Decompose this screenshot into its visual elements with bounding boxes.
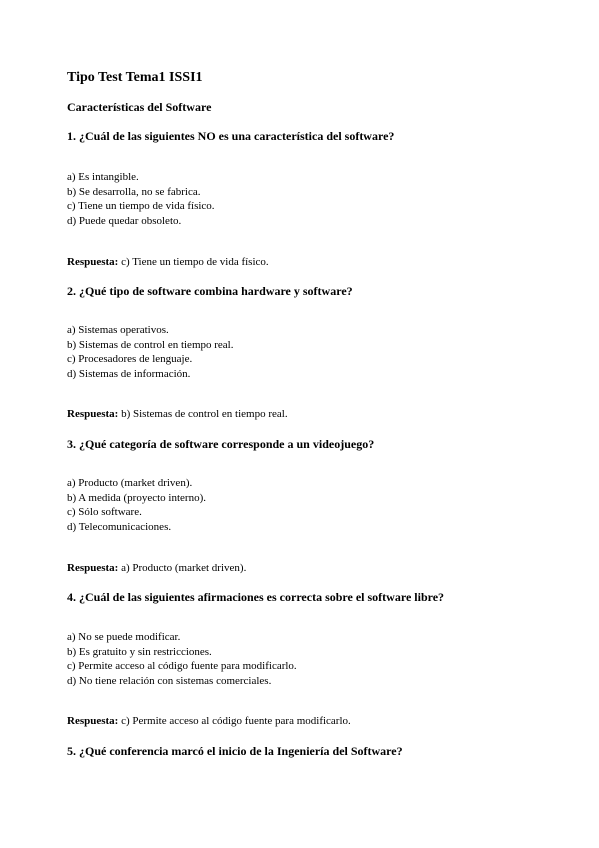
answer-4 bbox=[67, 715, 351, 727]
option-3b: b) A medida (proyecto interno). bbox=[67, 491, 206, 504]
question-3: 3. ¿Qué categoría de software corresponde a un videojuego? bbox=[67, 437, 375, 451]
option-3d: d) Telecomunicaciones. bbox=[67, 520, 172, 533]
answer-1 bbox=[67, 256, 269, 268]
option-1d: d) Puede quedar obsoleto. bbox=[67, 214, 182, 227]
question-4: 4. ¿Cuál de las siguientes afirmaciones es correcta sobre el software libre? bbox=[67, 590, 445, 604]
answer-label: Respuesta: bbox=[67, 562, 119, 574]
answer-label: Respuesta: bbox=[67, 256, 119, 268]
option-4d: d) No tiene relación con sistemas comerciales. bbox=[67, 674, 272, 687]
question-5: 5. ¿Qué conferencia marcó el inicio de la Ingeniería del Software? bbox=[67, 744, 403, 758]
option-1a: a) Es intangible. bbox=[67, 171, 139, 183]
option-4a: a) No se puede modificar. bbox=[67, 631, 181, 643]
options-1 bbox=[67, 170, 215, 228]
answer-4-text: c) Permite acceso al código fuente para modificarlo. bbox=[121, 715, 351, 727]
section-heading: Características del Software bbox=[67, 100, 212, 114]
option-3c: c) Sólo software. bbox=[67, 506, 142, 518]
option-1c: c) Tiene un tiempo de vida físico. bbox=[67, 200, 215, 212]
answer-3 bbox=[67, 562, 246, 574]
option-3a: a) Producto (market driven). bbox=[67, 477, 193, 489]
question-2: 2. ¿Qué tipo de software combina hardware y software? bbox=[67, 284, 353, 298]
answer-label: Respuesta: bbox=[67, 715, 119, 727]
option-1b: b) Se desarrolla, no se fabrica. bbox=[67, 185, 201, 198]
option-4c: c) Permite acceso al código fuente para modificarlo. bbox=[67, 660, 297, 672]
answer-3-text: a) Producto (market driven). bbox=[121, 562, 247, 574]
option-2b: b) Sistemas de control en tiempo real. bbox=[67, 338, 234, 351]
option-2d: d) Sistemas de información. bbox=[67, 367, 191, 380]
option-2c: c) Procesadores de lenguaje. bbox=[67, 353, 193, 365]
option-4b: b) Es gratuito y sin restricciones. bbox=[67, 645, 212, 658]
answer-2 bbox=[67, 408, 288, 420]
answer-1-text: c) Tiene un tiempo de vida físico. bbox=[121, 256, 269, 268]
document-title: Tipo Test Tema1 ISSI1 bbox=[67, 70, 203, 85]
answer-2-text: b) Sistemas de control en tiempo real. bbox=[121, 408, 288, 420]
question-1: 1. ¿Cuál de las siguientes NO es una característica del software? bbox=[67, 129, 395, 143]
option-2a: a) Sistemas operativos. bbox=[67, 324, 169, 336]
options-3 bbox=[67, 476, 206, 534]
options-2 bbox=[67, 323, 233, 381]
options-4 bbox=[67, 630, 297, 688]
answer-label: Respuesta: bbox=[67, 408, 119, 420]
